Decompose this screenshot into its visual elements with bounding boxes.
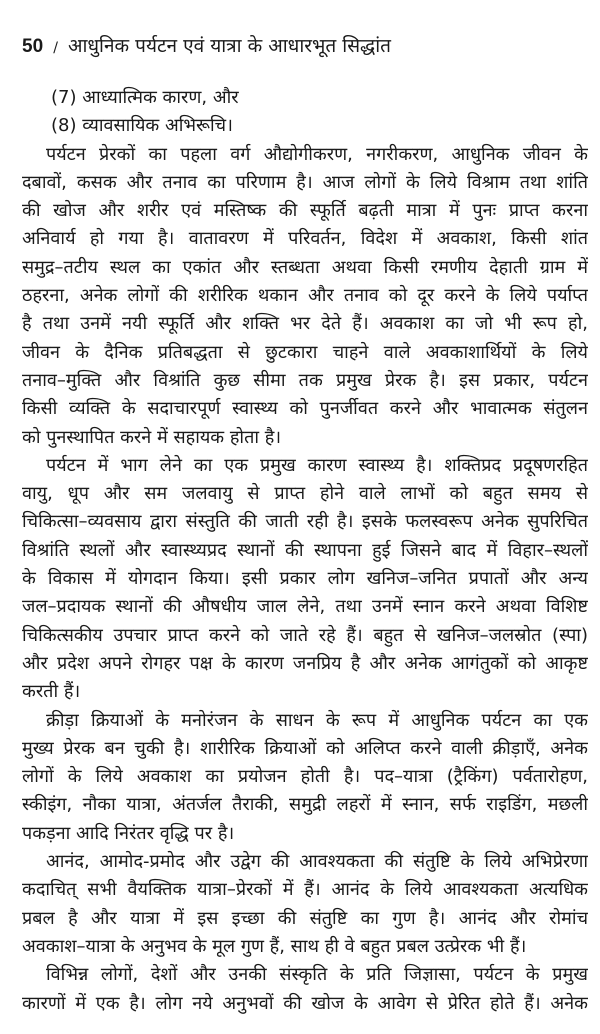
chapter-title: आधुनिक पर्यटन एवं यात्रा के आधारभूत सिद्धांत	[67, 35, 391, 57]
text-line: अनिवार्य हो गया है। वातावरण में परिवर्तन, विदेश में अवकाश, किसी शांत	[22, 228, 588, 250]
text-line: को पुनस्थापित करने में सहायक होता है।	[22, 426, 282, 448]
text-line: वायु, धूप और सम जलवायु से प्राप्त होने वाले लाभों को बहुत समय से	[22, 483, 588, 505]
running-header	[22, 32, 391, 58]
text-line: की खोज और शरीर एवं मस्तिष्क की स्फूर्ति बढ़ती मात्रा में पुनः प्राप्त करना	[22, 200, 588, 222]
text-line: करती हैं।	[22, 681, 81, 703]
text-line: मुख्य प्रेरक बन चुकी है। शारीरिक क्रियाओं को अलिप्त करने वाली क्रीड़ाएँ, अनेक	[22, 737, 588, 759]
text-line: विश्रांति स्थलों और स्वास्थ्यप्रद स्थानों की स्थापना हुई जिसने बाद में विहार–स्थलों	[22, 539, 588, 561]
text-line: पकड़ना आदि निरंतर वृद्धि पर है।	[22, 822, 235, 844]
text-line: तनाव–मुक्ति और विश्रांति कुछ सीमा तक प्रमुख प्रेरक है। इस प्रकार, पर्यटन	[22, 369, 588, 391]
text-line: चिकित्सकीय उपचार प्राप्त करने को जाते रहे हैं। बहुत से खनिज–जलस्रोत (स्पा)	[22, 624, 588, 646]
page-number: 50	[22, 36, 44, 57]
text-line: दबावों, कसक और तनाव का परिणाम है। आज लोगों के लिये विश्राम तथा शांति	[22, 171, 588, 193]
text-line: और प्रदेश अपने रोगहर पक्ष के कारण जनप्रिय है और अनेक आगंतुकों को आकृष्ट	[22, 652, 588, 674]
list-item: (8) व्यावसायिक अभिरूचि।	[51, 115, 233, 137]
text-line: चिकित्सा–व्यवसाय द्वारा संस्तुति की जाती रही है। इसके फलस्वरूप अनेक सुपरिचित	[22, 511, 588, 533]
paragraph	[22, 848, 588, 961]
text-line: ठहरना, अनेक लोगों की शरीरिक थकान और तनाव को दूर करने के लिये पर्याप्त	[22, 285, 588, 307]
header-separator: /	[53, 40, 58, 56]
paragraph	[22, 707, 588, 848]
text-line: जीवन के दैनिक प्रतिबद्धता से छुटकारा चाहने वाले अवकाशार्थियों के लिये	[22, 341, 588, 363]
text-line: स्कीइंग, नौका यात्रा, अंतर्जल तैराकी, समुद्री लहरों में स्नान, सर्फ राइडिंग, मछली	[22, 794, 588, 816]
text-line: है तथा उनमें नयी स्फूर्ति और शक्ति भर देते हैं। अवकाश का जो भी रूप हो,	[22, 313, 588, 335]
text-line: कारणों में एक है। लोग नये अनुभवों की खोज के आवेग से प्रेरित होते हैं। अनेक	[22, 992, 588, 1014]
list-item: (7) आध्यात्मिक कारण, और	[51, 87, 239, 108]
paragraph	[22, 141, 588, 452]
text-line: जल–प्रदायक स्थानों की औषधीय जाल लेने, तथा उनमें स्नान करने अथवा विशिष्ट	[22, 596, 588, 618]
text-line: कदाचित् सभी वैयक्तिक यात्रा–प्रेरकों में हैं। आनंद के लिये आवश्यकता अत्यधिक	[22, 879, 588, 901]
text-line: पर्यटन प्रेरकों का पहला वर्ग औद्योगीकरण, नगरीकरण, आधुनिक जीवन के	[46, 143, 588, 165]
text-line: लोगों के लिये अवकाश का प्रयोजन होती है। पद–यात्रा (ट्रैकिंग) पर्वतारोहण,	[22, 766, 588, 788]
text-line: अवकाश–यात्रा के अनुभव के मूल गुण हैं, साथ ही वे बहुत प्रबल उत्प्रेरक भी हैं।	[22, 935, 527, 957]
text-line: पर्यटन में भाग लेने का एक प्रमुख कारण स्वास्थ्य है। शक्तिप्रद प्रदूषणरहित	[46, 454, 588, 476]
text-line: क्रीड़ा क्रियाओं के मनोरंजन के साधन के रूप में आधुनिक पर्यटन का एक	[46, 709, 588, 731]
paragraph	[22, 961, 588, 1018]
text-line: विभिन्न लोगों, देशों और उनकी संस्कृति के प्रति जिज्ञासा, पर्यटन के प्रमुख	[46, 964, 588, 986]
page-body	[22, 84, 588, 1018]
text-line: के विकास में योगदान किया। इसी प्रकार लोग खनिज–जनित प्रपातों और अन्य	[22, 568, 588, 590]
text-line: किसी व्यक्ति के सदाचारपूर्ण स्वास्थ्य को पुनर्जीवत करने और भावात्मक संतुलन	[22, 398, 588, 420]
text-line: प्रबल है और यात्रा में इस इच्छा की संतुष्टि का गुण है। आनंद और रोमांच	[22, 907, 588, 929]
text-line: आनंद, आमोद-प्रमोद और उद्वेग की आवश्यकता की संतुष्टि के लिये अभिप्रेरणा	[46, 851, 588, 873]
text-line: समुद्र–तटीय स्थल का एकांत और स्तब्धता अथवा किसी रमणीय देहाती ग्राम में	[22, 256, 588, 278]
paragraph	[22, 452, 588, 707]
